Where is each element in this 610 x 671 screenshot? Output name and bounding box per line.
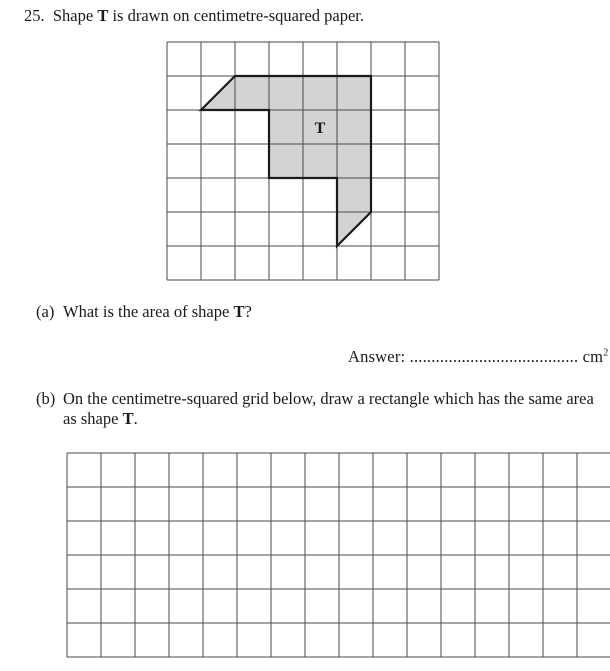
part-b-text-post: . xyxy=(133,409,138,428)
answer-dots[interactable]: ....................................... xyxy=(405,347,579,366)
part-b-shape-name: T xyxy=(122,409,134,428)
part-a-text-pre: What is the area of shape xyxy=(63,302,234,321)
answer-unit: cm xyxy=(578,347,604,366)
part-b-text-line1: On the centimetre-squared grid below, draw a rectangle which has the same area xyxy=(63,389,594,408)
question-number: 25. xyxy=(24,6,45,25)
shape-name: T xyxy=(97,6,109,25)
part-b-label: (b) xyxy=(36,389,56,408)
question-text-post: is drawn on centimetre-squared paper. xyxy=(108,6,364,25)
part-b-text-pre: as shape xyxy=(63,409,123,428)
answer-label: Answer: xyxy=(348,347,406,366)
question-text-pre: Shape xyxy=(52,6,98,25)
part-a-text-post: ? xyxy=(244,302,252,321)
part-a-label: (a) xyxy=(36,302,55,321)
shape-t-label: T xyxy=(314,120,326,137)
answer-unit-power: 2 xyxy=(603,347,609,359)
part-a-shape-name: T xyxy=(233,302,245,321)
